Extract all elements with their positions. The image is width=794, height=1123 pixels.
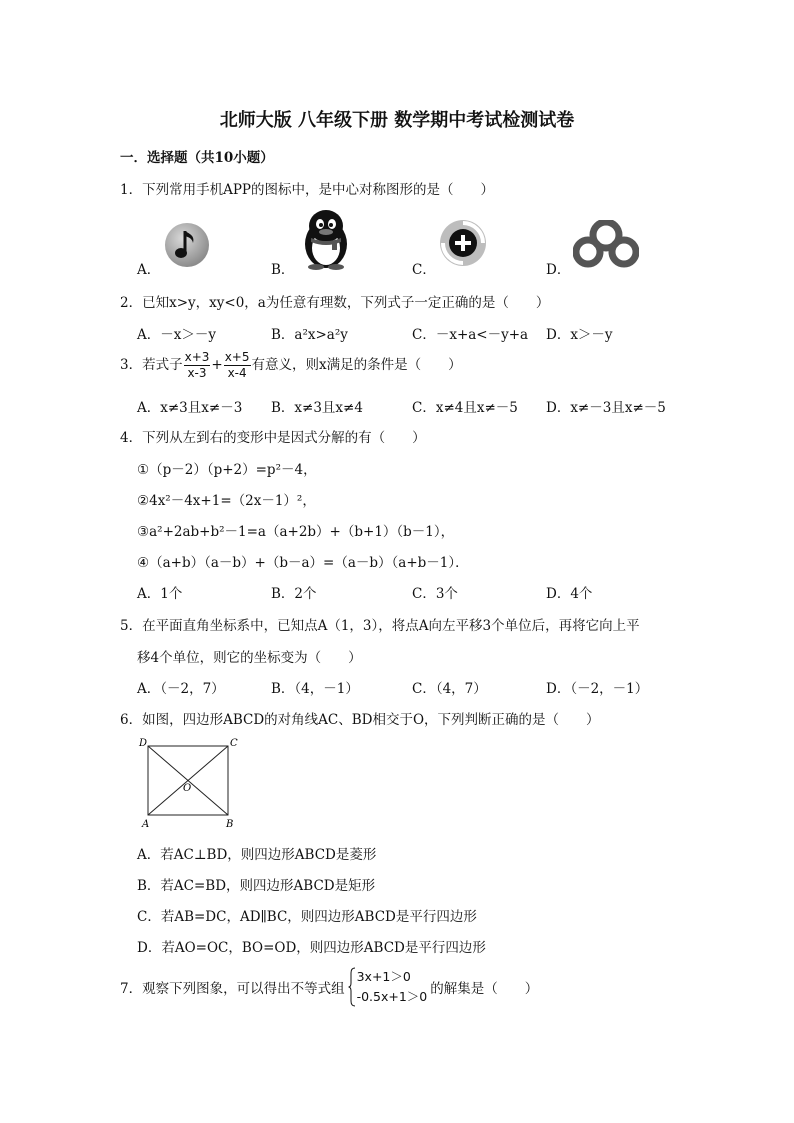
quadrilateral-figure [136,735,246,837]
center-label-o: O [183,783,192,794]
q3-frac2-denominator: x-4 [227,366,247,380]
question-6-stem: 6．如图，四边形ABCD的对角线AC、BD相交于O，下列判断正确的是（ ） [120,712,600,728]
q3-option-d: D．x≠－3且x≠－5 [546,400,666,416]
q4-option-c: C．3个 [412,586,458,602]
q3-option-c: C．x≠4且x≠－5 [412,400,518,416]
q3-stem-suffix: 有意义，则x满足的条件是（ ） [251,357,462,373]
plus-circle-icon [438,218,488,272]
q4-item-2: ②4x²－4x+1=（2x－1）²， [137,493,316,509]
q3-frac2-numerator: x+5 [224,350,250,364]
q2-option-b: B．a²x>a²y [271,327,348,343]
vertex-label-d: D [139,738,148,749]
q3-option-b: B．x≠3且x≠4 [271,400,363,416]
question-7-stem [120,967,538,1007]
page-title: 北师大版 八年级下册 数学期中考试检测试卷 [219,110,575,131]
q5-option-d: D．（－2，－1） [546,681,649,697]
q6-option-b: B．若AC=BD，则四边形ABCD是矩形 [137,878,376,894]
q3-fraction-2 [224,350,251,381]
q4-item-1: ①（p－2）（p+2）=p²－4， [137,462,317,478]
q3-plus: + [211,357,223,373]
question-2-stem: 2．已知x>y，xy<0，a为任意有理数，下列式子一定正确的是（ ） [120,295,550,311]
baidu-cloud-icon [573,220,639,274]
question-1-stem: 1．下列常用手机APP的图标中，是中心对称图形的是（ ） [120,182,495,198]
question-5-stem-line-2: 移4个单位，则它的坐标变为（ ） [137,650,362,666]
section-heading: 一．选择题（共10小题） [120,150,274,166]
q1-option-c-label: C． [412,262,436,278]
question-4-stem: 4．下列从左到右的变形中是因式分解的有（ ） [120,430,426,446]
vertex-label-a: A [142,819,150,830]
q3-fraction-1 [184,350,211,381]
q7-stem-suffix: 的解集是（ ） [430,981,539,997]
q4-option-b: B．2个 [271,586,317,602]
q7-inequality-1: 3x+1＞0 [356,969,411,984]
q6-option-d: D．若AO=OC，BO=OD，则四边形ABCD是平行四边形 [137,940,486,956]
q7-inequality-2: -0.5x+1＞0 [356,989,428,1004]
q4-option-d: D．4个 [546,586,593,602]
vertex-label-b: B [226,819,234,830]
q6-option-a: A．若AC⊥BD，则四边形ABCD是菱形 [137,847,377,863]
question-3-stem [120,350,462,381]
q3-stem-prefix: 3．若式子 [120,357,183,373]
q4-item-4: ④（a+b）（a－b）+（b－a）=（a－b）（a+b－1）． [137,555,469,571]
q3-option-a: A．x≠3且x≠－3 [137,400,243,416]
q1-option-d-label: D． [546,262,571,278]
music-note-icon [163,221,211,273]
left-brace-icon [348,967,356,1007]
q3-frac1-numerator: x+3 [184,350,210,364]
q2-option-d: D．x＞－y [546,327,613,343]
q1-option-b-label: B． [271,262,295,278]
q7-stem-prefix: 7．观察下列图象，可以得出不等式组 [120,981,345,997]
q6-option-c: C．若AB=DC，AD∥BC，则四边形ABCD是平行四边形 [137,909,477,925]
vertex-label-c: C [230,738,238,749]
q7-inequality-system [348,967,428,1007]
q1-option-a-label: A． [137,262,161,278]
q5-option-b: B．（4，－1） [271,681,359,697]
question-5-stem-line-1: 5．在平面直角坐标系中，已知点A（1，3），将点A向左平移3个单位后，再将它向上平 [120,618,640,634]
q4-option-a: A．1个 [137,586,183,602]
q4-item-3: ③a²+2ab+b²－1=a（a+2b）+（b+1）（b－1）， [137,524,455,540]
q2-option-a: A．－x＞－y [137,327,216,343]
q5-option-a: A．（－2，7） [137,681,225,697]
qq-penguin-icon [299,208,353,274]
q2-option-c: C．－x+a<－y+a [412,327,529,343]
q5-option-c: C．（4，7） [412,681,487,697]
q3-frac1-denominator: x-3 [187,366,207,380]
